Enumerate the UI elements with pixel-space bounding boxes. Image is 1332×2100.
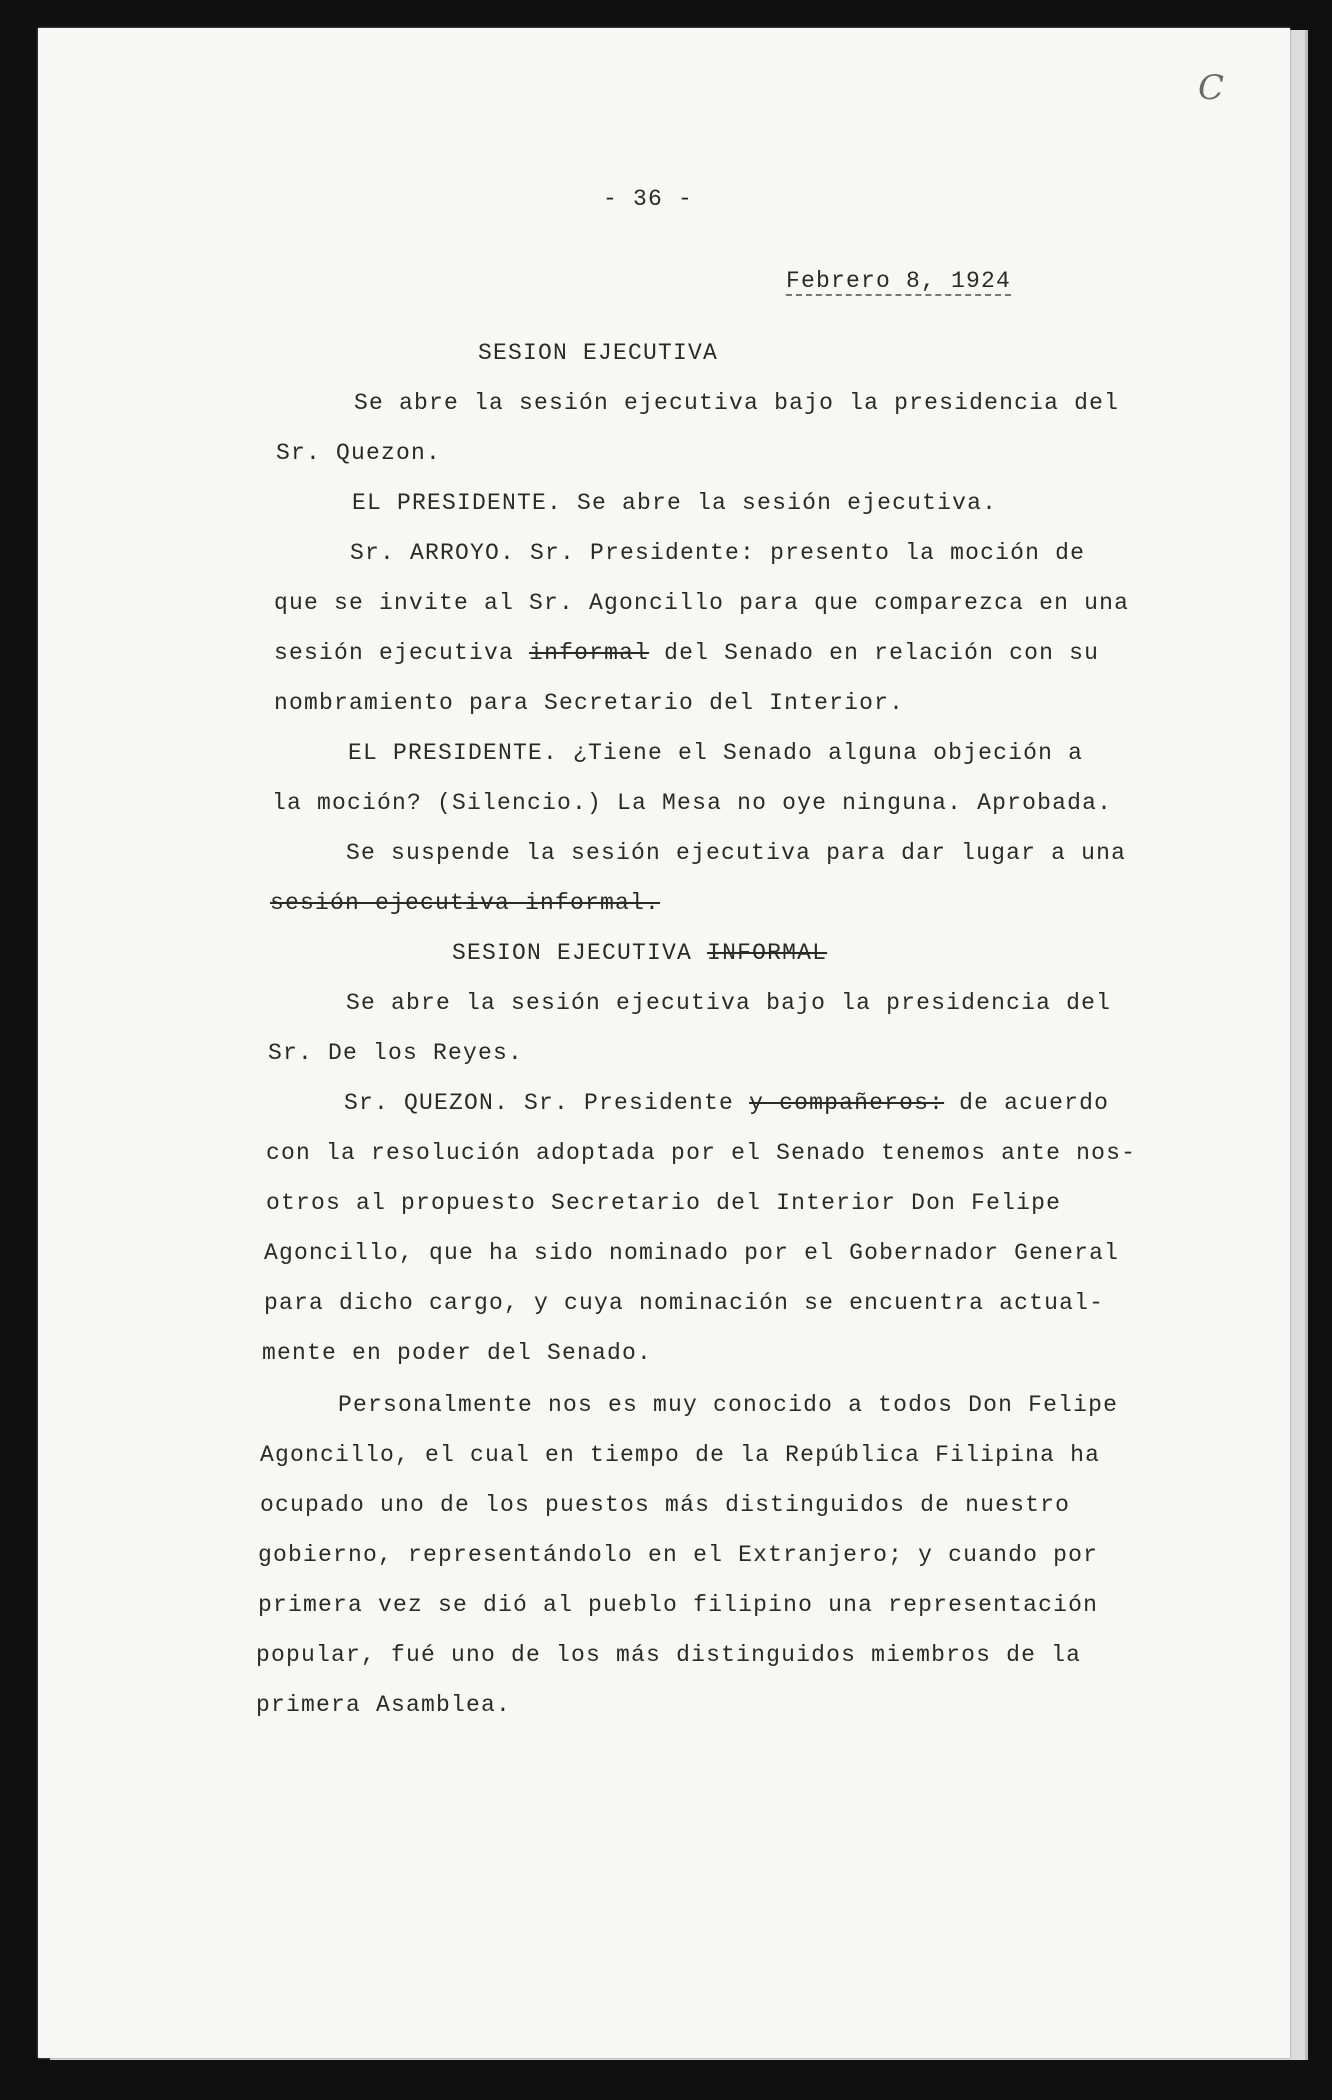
paragraph-line: EL PRESIDENTE. Se abre la sesión ejecutiva. bbox=[352, 490, 998, 516]
section-title-2 bbox=[452, 940, 827, 966]
line-segment: del Senado en relación con su bbox=[664, 640, 1100, 666]
paragraph-line: popular, fué uno de los más distinguidos miembros de la bbox=[256, 1642, 1082, 1668]
paragraph-line: la moción? (Silencio.) La Mesa no oye ninguna. Aprobada. bbox=[272, 790, 1113, 816]
document-sheet bbox=[38, 28, 1290, 2058]
paragraph-line: Personalmente nos es muy conocido a todos Don Felipe bbox=[338, 1392, 1119, 1418]
paragraph-line: Se abre la sesión ejecutiva bajo la presidencia del bbox=[354, 390, 1120, 416]
struck-line: sesión ejecutiva informal. bbox=[270, 890, 661, 916]
paragraph-line: con la resolución adoptada por el Senado tenemos ante nos- bbox=[266, 1140, 1137, 1166]
paragraph-line bbox=[270, 890, 660, 916]
paragraph-line: Agoncillo, el cual en tiempo de la República Filipina ha bbox=[260, 1442, 1101, 1468]
paragraph-line: primera Asamblea. bbox=[256, 1692, 512, 1718]
paragraph-line: EL PRESIDENTE. ¿Tiene el Senado alguna objeción a bbox=[348, 740, 1084, 766]
paragraph-line: Sr. ARROYO. Sr. Presidente: presento la moción de bbox=[350, 540, 1086, 566]
line-segment: de acuerdo bbox=[959, 1090, 1110, 1116]
line-segment: Sr. QUEZON. Sr. Presidente bbox=[344, 1090, 735, 1116]
paragraph-line: Se suspende la sesión ejecutiva para dar lugar a una bbox=[346, 840, 1127, 866]
section-title-1: SESION EJECUTIVA bbox=[478, 340, 719, 366]
paragraph-line: Agoncillo, que ha sido nominado por el Gobernador General bbox=[264, 1240, 1120, 1266]
document-date: Febrero 8, 1924 bbox=[786, 268, 1012, 294]
paragraph-line: nombramiento para Secretario del Interior. bbox=[274, 690, 905, 716]
paragraph-line: mente en poder del Senado. bbox=[262, 1340, 653, 1366]
paragraph-line bbox=[274, 640, 1099, 666]
paragraph-line: para dicho cargo, y cuya nominación se encuentra actual- bbox=[264, 1290, 1105, 1316]
struck-phrase: y compañeros: bbox=[749, 1090, 945, 1116]
paragraph-line bbox=[344, 1090, 1109, 1116]
section-title-text: SESION EJECUTIVA bbox=[452, 940, 693, 966]
paragraph-line: Sr. Quezon. bbox=[276, 440, 442, 466]
paragraph-line: gobierno, representándolo en el Extranjero; y cuando por bbox=[258, 1542, 1099, 1568]
struck-word: INFORMAL bbox=[707, 940, 828, 966]
struck-word: informal bbox=[529, 640, 650, 666]
line-segment: sesión ejecutiva bbox=[274, 640, 515, 666]
page-number: - 36 - bbox=[603, 186, 694, 212]
paragraph-line: Sr. De los Reyes. bbox=[268, 1040, 524, 1066]
paragraph-line: otros al propuesto Secretario del Interior Don Felipe bbox=[266, 1190, 1062, 1216]
paragraph-line: que se invite al Sr. Agoncillo para que comparezca en una bbox=[274, 590, 1130, 616]
paragraph-line: Se abre la sesión ejecutiva bajo la presidencia del bbox=[346, 990, 1112, 1016]
paragraph-line: ocupado uno de los puestos más distinguidos de nuestro bbox=[260, 1492, 1071, 1518]
corner-handwritten-mark: C bbox=[1198, 68, 1225, 108]
paragraph-line: primera vez se dió al pueblo filipino una representación bbox=[258, 1592, 1099, 1618]
